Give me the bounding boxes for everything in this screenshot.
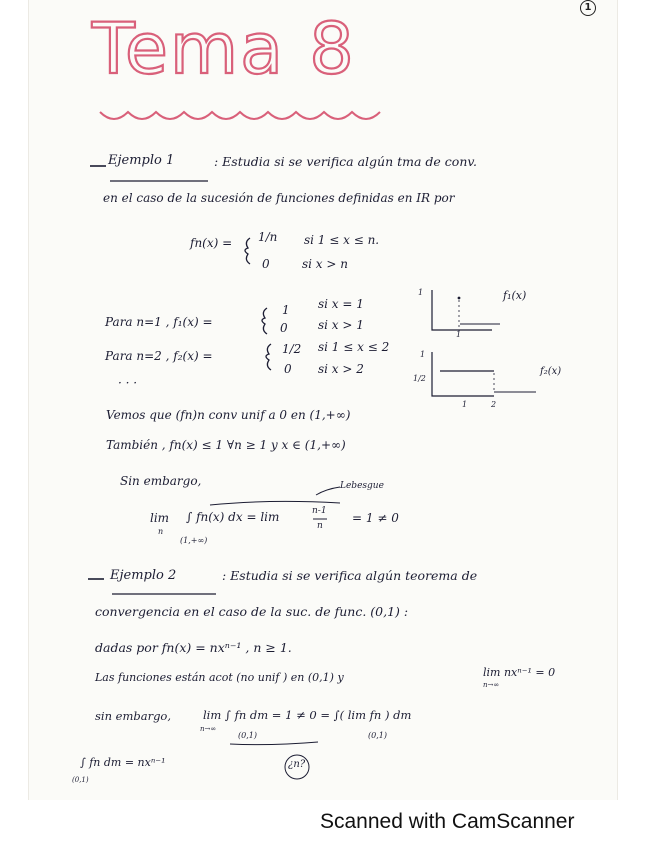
case1-label: Para n=1 , f₁(x) = [105, 315, 213, 329]
graph2-axes [432, 352, 494, 396]
definition-brace [245, 238, 250, 264]
example1-statement-line1: : Estudia si se verifica algún tma de conv. [214, 154, 477, 169]
limit-lim: lim [150, 511, 170, 525]
overbar [210, 501, 340, 505]
definition-condition2: si x > n [302, 257, 348, 271]
dots: · · · [118, 376, 138, 390]
graph1-label: f₁(x) [503, 289, 527, 302]
graph2-tick-x2: 2 [491, 400, 497, 409]
circled-note: ¿n? [288, 759, 306, 770]
case2-label: Para n=2 , f₂(x) = [105, 349, 213, 363]
example2-limit2-subscript: n→∞ [200, 725, 217, 733]
graph1-point [458, 297, 461, 300]
definition-value2: 0 [262, 257, 270, 271]
line-funciones: Las funciones están acot (no unif ) en (0,1) y [95, 671, 344, 684]
definition-condition1: si 1 ≤ x ≤ n. [304, 233, 380, 247]
case1-condition2: si x > 1 [318, 318, 364, 332]
example2-limit2-domain2: (0,1) [368, 731, 387, 740]
graph1-tick-y: 1 [418, 288, 424, 297]
case2-value2: 0 [284, 362, 292, 376]
bottom-integral: ∫ fn dm = nxⁿ⁻¹ [80, 756, 166, 769]
case1-value1: 1 [282, 303, 290, 317]
definition-lhs: fn(x) = [190, 236, 233, 250]
scanner-watermark: Scanned with CamScanner [320, 810, 575, 833]
example2-heading: Ejemplo 2 [110, 568, 177, 583]
example2-limit2: lim ∫ fn dm = 1 ≠ 0 = ∫( lim fn ) dm [203, 708, 412, 722]
graph1-tick-x: 1 [456, 330, 462, 339]
graph2-tick-y: 1 [420, 350, 426, 359]
case2-condition2: si x > 2 [318, 362, 364, 376]
case1-brace [262, 308, 267, 334]
limit-integral: ∫ fn(x) dx = lim [186, 510, 280, 524]
bottom-integral-domain: (0,1) [72, 776, 89, 784]
graph2-label: f₂(x) [540, 366, 562, 377]
graph2-tick-half: 1/2 [413, 374, 426, 383]
case2-condition1: si 1 ≤ x ≤ 2 [318, 340, 390, 354]
example2-statement-line3: dadas por fn(x) = nxⁿ⁻¹ , n ≥ 1. [95, 640, 292, 655]
page-title: Tema 8 [92, 8, 356, 90]
lebesgue-note: Lebesgue [340, 481, 384, 491]
case2-value1: 1/2 [282, 342, 302, 356]
line-sin-embargo-2: sin embargo, [95, 709, 172, 723]
case1-value2: 0 [280, 321, 288, 335]
definition-value1: 1/n [258, 230, 278, 244]
example2-limit-subscript: n→∞ [483, 681, 500, 689]
page-number: 1 [580, 0, 596, 16]
example2-statement-line1: : Estudia si se verifica algún teorema de [222, 568, 478, 583]
lebesgue-arrow [316, 487, 340, 495]
graph2-tick-x1: 1 [462, 400, 468, 409]
example2-statement-line2: convergencia en el caso de la suc. de func. (0,1) : [95, 604, 409, 619]
example1-heading: Ejemplo 1 [108, 153, 175, 168]
example1-statement-line2: en el caso de la sucesión de funciones definidas en IR por [103, 191, 455, 205]
line-sin-embargo-1: Sin embargo, [120, 474, 202, 488]
line-vemos: Vemos que (fn)n conv unif a 0 en (1,+∞) [106, 408, 351, 422]
title-wave-underline [100, 112, 380, 119]
limit-fraction-denominator: n [317, 521, 323, 531]
case1-condition1: si x = 1 [318, 297, 364, 311]
line-tambien: También , fn(x) ≤ 1 ∀n ≥ 1 y x ∈ (1,+∞) [106, 438, 346, 452]
case2-brace [266, 344, 271, 370]
limit-result: = 1 ≠ 0 [352, 511, 399, 525]
limit-domain: (1,+∞) [180, 536, 208, 545]
example2-limit2-domain1: (0,1) [238, 731, 257, 740]
limit-subscript: n [158, 527, 164, 536]
underbar [230, 742, 318, 745]
limit-fraction-numerator: n-1 [312, 506, 327, 516]
example2-limit: lim nxⁿ⁻¹ = 0 [483, 666, 556, 679]
